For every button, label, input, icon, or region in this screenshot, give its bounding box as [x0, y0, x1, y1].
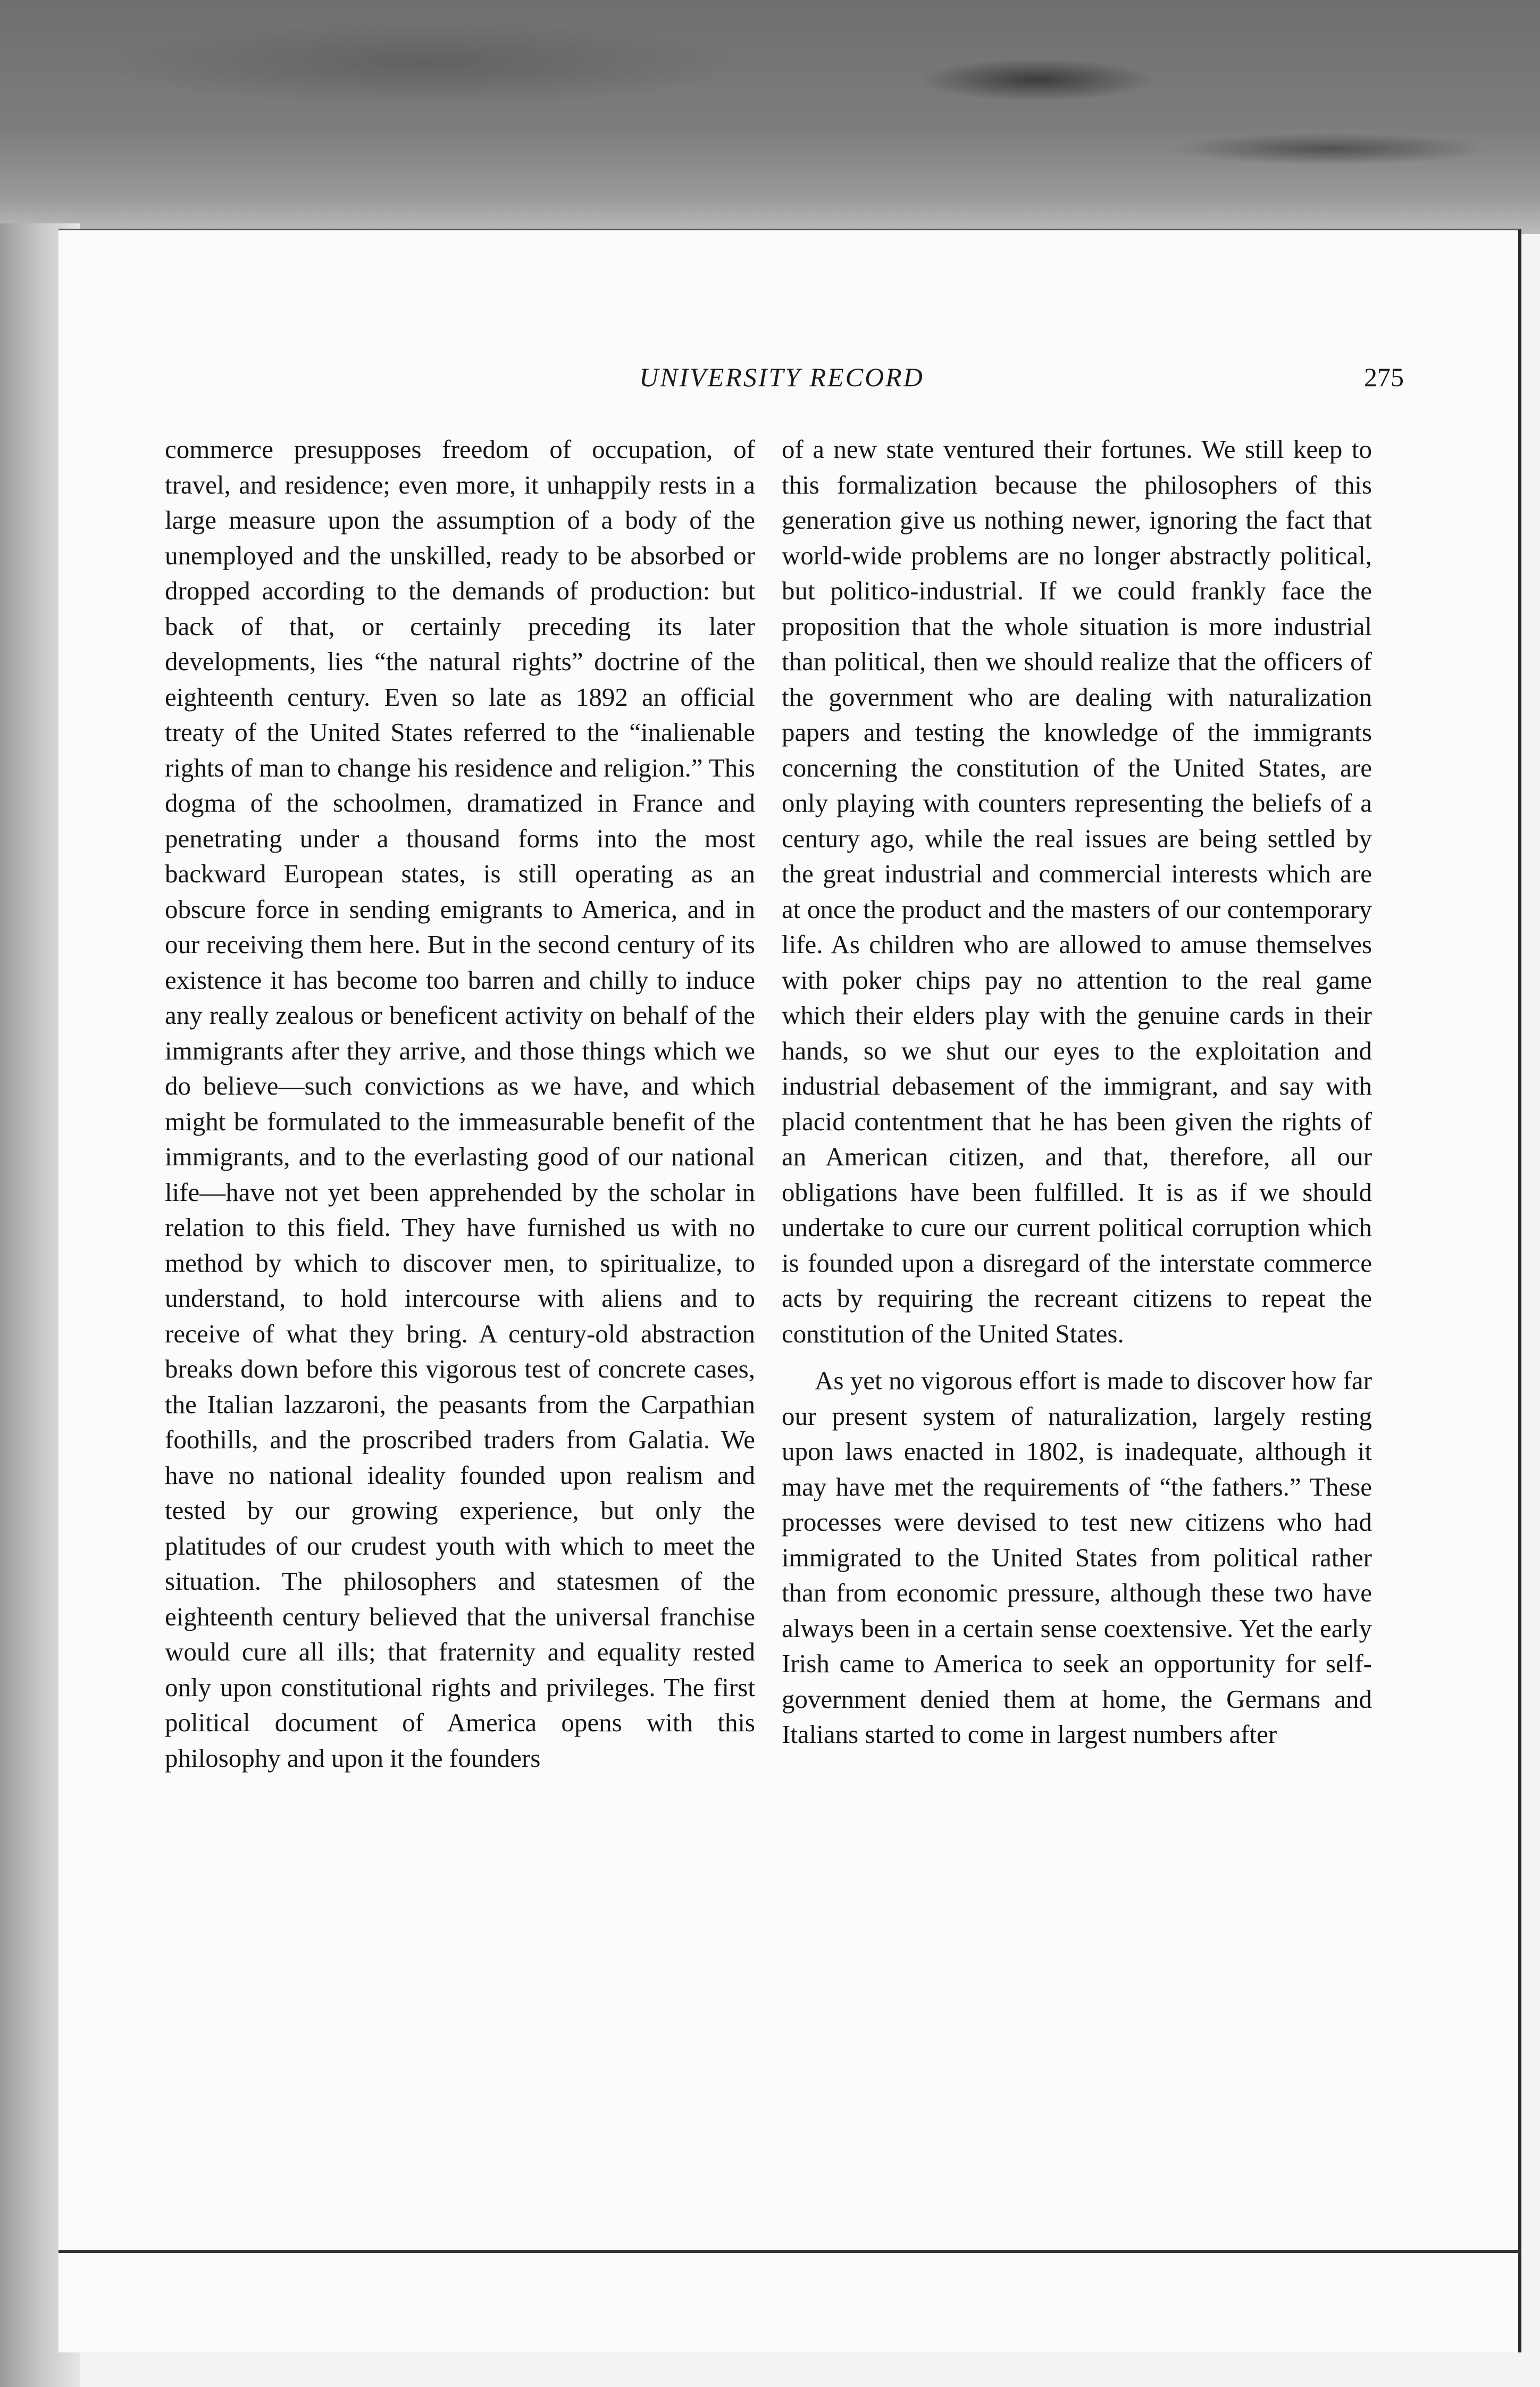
- right-paragraph-2: As yet no vigorous effort is made to discover how far our present system of naturalization, largely resting upon laws enacted in 1802, is inadequate, although it may have met the requirements of “the fathers.” These processes were devised to test new citizens who had immigrated to the United States from political rather than from economic pressure, although these two have always been in a certain sense coextensive. Yet the early Irish came to America to seek an opportunity for self-government denied them at home, the Germans and Italians started to come in largest numbers after: [782, 1366, 1372, 1749]
- right-paragraph-1: of a new state ventured their fortunes. We still keep to this formalization because the philosophers of this generation give us nothing newer, ignoring the fact that world-wide problems are no longer abstractly political, but politico-industrial. If we could frankly face the proposition that the whole situation is more industrial than political, then we should realize that the officers of the government who are dealing with naturalization papers and testing the knowledge of the immigrants concerning the constitution of the United States, are only playing with counters representing the beliefs of a century ago, while the real issues are being settled by the great industrial and commercial interests which are at once the product and the masters of our contemporary life. As children who are allowed to amuse themselves with poker chips pay no attention to the real game which their elders play with the genuine cards in their hands, so we shut our eyes to the exploitation and industrial debasement of the immigrant, and say with placid contentment that he has been given the rights of an American citizen, and that, therefore, all our obligations have been fulfilled. It is as if we should undertake to cure our current political corruption which is founded upon a disregard of the interstate commerce acts by requiring the recreant citizens to repeat the constitution of the United States.: [782, 435, 1372, 1348]
- left-paragraph-1: commerce presupposes freedom of occupation, of travel, and residence; even more, it unhappily rests in a large measure upon the assumption of a body of the unemployed and the unskilled, ready to be absorbed or dropped according to the demands of production: but back of that, or certainly preceding its later developments, lies “the natural rights” doctrine of the eighteenth century. Even so late as 1892 an official treaty of the United States referred to the “inalienable rights of man to change his residence and religion.” This dogma of the schoolmen, dramatized in France and penetrating under a thousand forms into the most backward European states, is still operating as an obscure force in sending emigrants to America, and in our receiving them here. But in the second century of its existence it has become too barren and chilly to induce any really zealous or beneficent activity on behalf of the immigrants after they arrive, and those things which we do believe—such convictions as we have, and which might be formulated to the immeasurable benefit of the immigrants, and to the everlasting good of our national life—have not yet been apprehended by the scholar in relation to this field. They have furnished us with no method by which to discover men, to spiritualize, to understand, to hold intercourse with aliens and to receive of what they bring. A century-old abstraction breaks down before this vigorous test of concrete cases, the Italian lazzaroni, the peasants from the Carpathian foothills, and the proscribed traders from Galatia. We have no national ideality founded upon realism and tested by our growing experience, but only the platitudes of our crudest youth with which to meet the situation. The philosophers and statesmen of the eighteenth century believed that the universal franchise would cure all ills; that fraternity and equality rested only upon constitutional rights and privileges. The first political document of America opens with this philosophy and upon it the founders: [165, 435, 755, 1773]
- running-head: UNIVERSITY RECORD: [639, 362, 924, 392]
- left-column: [165, 432, 755, 1776]
- right-column: [782, 432, 1372, 1752]
- page-bottom-edge: [58, 2250, 1521, 2253]
- scan-top-shadow: [0, 0, 1540, 234]
- page-header: [160, 362, 1404, 404]
- page-number: 275: [1364, 362, 1404, 392]
